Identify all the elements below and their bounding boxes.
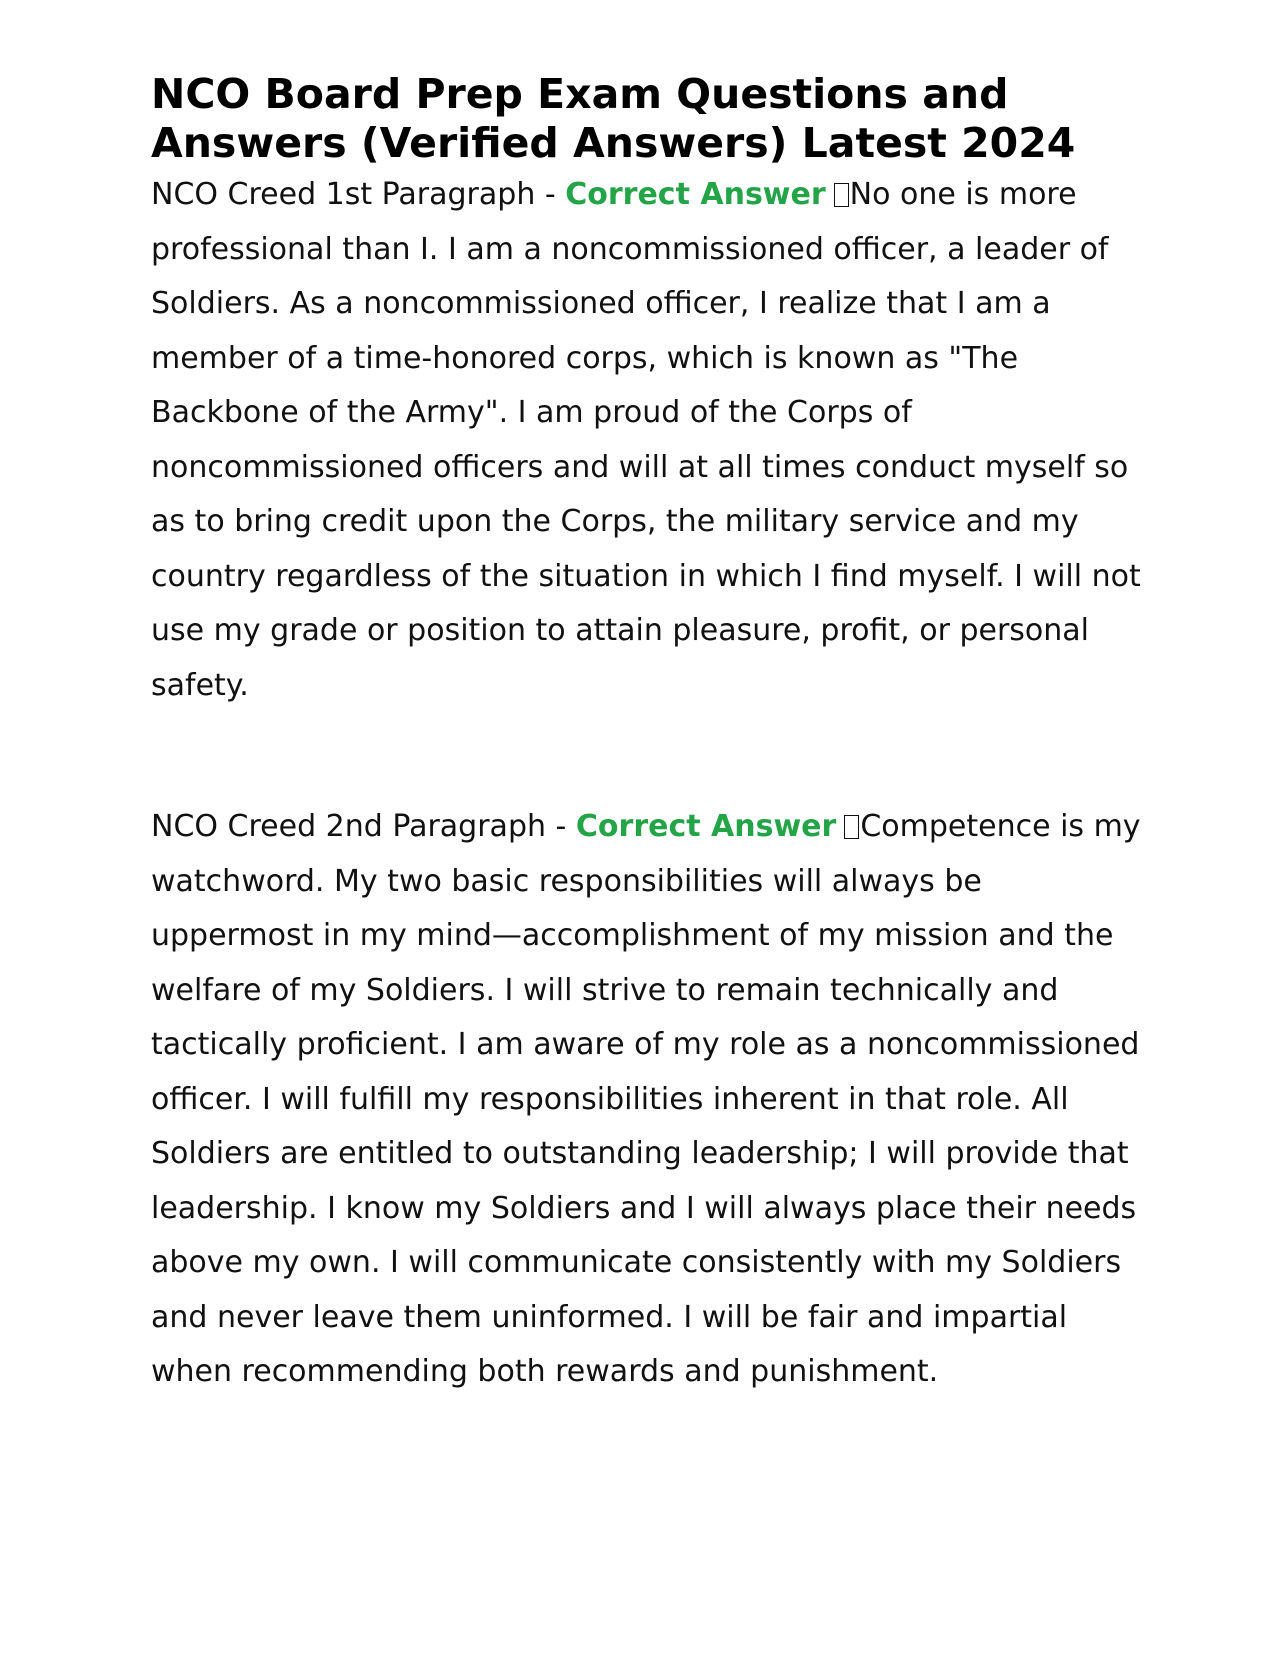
missing-glyph-box-icon	[844, 815, 859, 839]
correct-answer-label: Correct Answer	[565, 177, 826, 212]
missing-glyph-box-icon	[834, 183, 849, 207]
qa-item-2	[151, 800, 1141, 1400]
question-text: NCO Creed 1st Paragraph -	[151, 177, 566, 212]
answer-text: No one is more professional than I. I am a noncommissioned officer, a leader of Soldiers. As a noncommissioned officer, I realize that I am a member of a time-honored corps, which is known as "The Backbone of the Army". I am proud of the Corps of noncommissioned officers and will at all times conduct myself so as to bring credit upon the Corps, the military service and my country regardless of the situation in which I find myself. I will not use my grade or position to attain pleasure, profit, or personal safety.	[151, 177, 1141, 703]
question-text: NCO Creed 2nd Paragraph -	[151, 809, 576, 844]
qa-item-1	[151, 168, 1141, 713]
document-title: NCO Board Prep Exam Questions and Answers (Verified Answers) Latest 2024	[151, 70, 1076, 167]
document-page	[151, 70, 1141, 1400]
correct-answer-label: Correct Answer	[575, 809, 837, 844]
answer-text: Competence is my watchword. My two basic responsibilities will always be uppermost in my mind—accomplishment of my mission and the welfare of my Soldiers. I will strive to remain technically and tactically proficient. I am aware of my role as a noncommissioned officer. I will fulfill my responsibilities inherent in that role. All Soldiers are entitled to outstanding leadership; I will provide that leadership. I know my Soldiers and I will always place their needs above my own. I will communicate consistently with my Soldiers and never leave them uninformed. I will be fair and impartial when recommending both rewards and punishment.	[151, 809, 1141, 1389]
